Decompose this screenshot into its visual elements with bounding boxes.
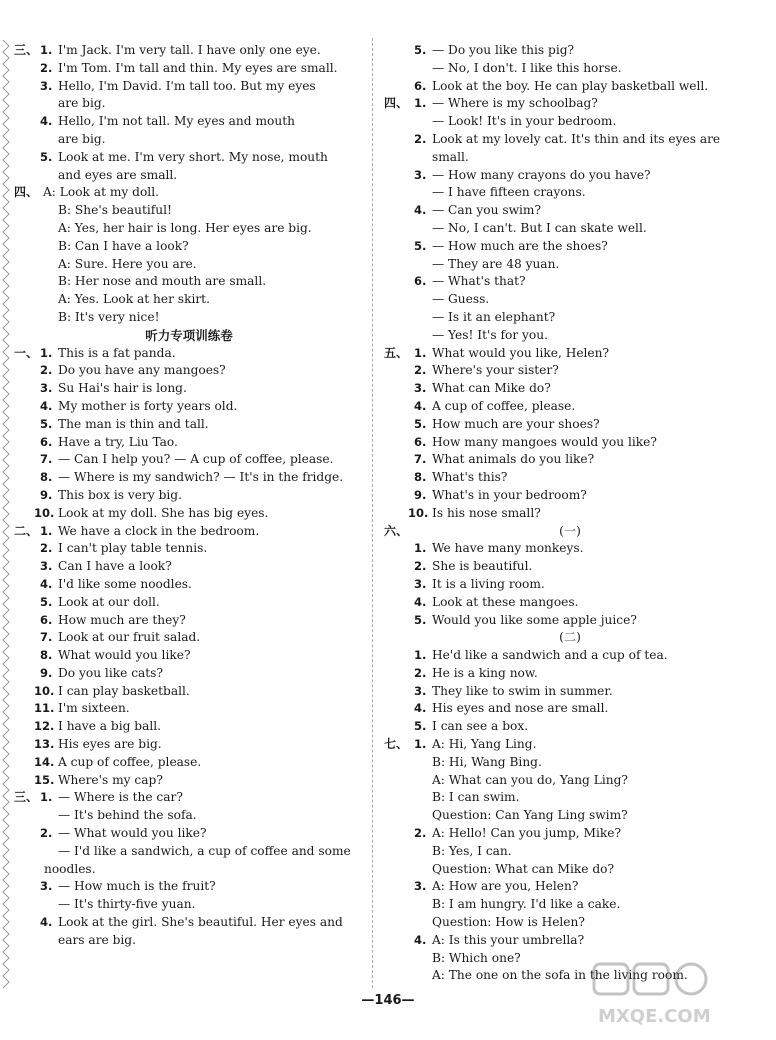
answer-line — [384, 576, 756, 594]
answer-line — [14, 754, 364, 772]
section-marker: 三、 — [14, 790, 39, 805]
answer-text: — What's that? — [432, 274, 526, 289]
sub-heading: (一) — [559, 523, 581, 538]
answer-text: I can play basketball. — [58, 683, 190, 698]
answer-text: How many mangoes would you like? — [432, 434, 657, 449]
answer-text: are big. — [58, 96, 106, 111]
answer-text: What can Mike do? — [432, 381, 551, 396]
item-number: 2. — [40, 826, 53, 841]
item-number: 2. — [414, 363, 427, 378]
answer-text: I can't play table tennis. — [58, 541, 208, 556]
answer-line — [384, 238, 756, 256]
item-number: 4. — [40, 915, 53, 930]
answer-text: What would you like, Helen? — [432, 345, 610, 360]
answer-text: — Look! It's in your bedroom. — [432, 114, 617, 129]
answer-line — [384, 434, 756, 452]
section-marker: 五、 — [384, 345, 409, 360]
answer-text: His eyes and nose are small. — [432, 701, 609, 716]
answer-text: B: Which one? — [432, 950, 521, 965]
item-number: 3. — [40, 78, 53, 93]
item-number: 5. — [414, 238, 427, 253]
answer-text: — Where is the car? — [58, 790, 183, 805]
binding-edge-decoration — [2, 40, 10, 990]
section-heading: 听力专项训练卷 — [145, 327, 233, 343]
answer-line — [14, 647, 364, 665]
answer-line — [384, 416, 756, 434]
answer-line — [384, 772, 756, 790]
item-number: 10. — [408, 505, 429, 520]
answer-line — [14, 594, 364, 612]
section-marker: 三、 — [14, 43, 39, 57]
answer-line — [14, 469, 364, 487]
answer-line — [14, 220, 364, 238]
item-number: 6. — [40, 612, 53, 627]
item-number: 11. — [34, 701, 55, 716]
item-number: 5. — [414, 612, 427, 627]
answer-line — [384, 861, 756, 879]
answer-line — [384, 754, 756, 772]
answer-line — [384, 291, 756, 309]
answer-text: B: She's beautiful! — [58, 203, 172, 218]
answer-text: — No, I can't. But I can skate well. — [432, 220, 647, 235]
answer-text: — How many crayons do you have? — [432, 167, 651, 182]
answer-text: Question: Can Yang Ling swim? — [432, 808, 628, 823]
answer-line — [384, 558, 756, 576]
answer-text: — I have fifteen crayons. — [432, 185, 586, 200]
item-number: 14. — [34, 754, 55, 769]
answer-line — [384, 60, 756, 78]
item-number: 3. — [414, 381, 427, 396]
answer-line — [384, 540, 756, 558]
section-marker: 二、 — [14, 523, 39, 538]
item-number: 5. — [414, 416, 427, 431]
answer-text: Where's my cap? — [58, 772, 163, 787]
answer-line — [384, 362, 756, 380]
section-marker: 一、 — [14, 345, 39, 360]
answer-text: He is a king now. — [432, 665, 538, 680]
answer-text: I can see a box. — [432, 719, 529, 734]
answer-line — [14, 789, 364, 807]
answer-text: I'm Tom. I'm tall and thin. My eyes are small. — [58, 60, 338, 75]
answer-text: Where's your sister? — [432, 363, 559, 378]
answer-text: The man is thin and tall. — [58, 416, 209, 431]
answer-text: B: I am hungry. I'd like a cake. — [432, 897, 621, 912]
item-number: 2. — [40, 541, 53, 556]
answer-text: Do you like cats? — [58, 665, 163, 680]
answer-text: — It's thirty-five yuan. — [58, 897, 196, 912]
answer-line — [14, 861, 364, 879]
answer-text: I'm Jack. I'm very tall. I have only one eye. — [58, 43, 321, 57]
answer-line — [384, 647, 756, 665]
answer-text: Look at my lovely cat. It's thin and its eyes are — [432, 131, 721, 146]
answer-line — [14, 238, 364, 256]
answer-text: Look at our fruit salad. — [58, 630, 201, 645]
answer-text: A: Hi, Yang Ling. — [432, 737, 537, 752]
left-column — [14, 42, 364, 950]
answer-line — [14, 807, 364, 825]
answer-line — [384, 807, 756, 825]
answer-line — [384, 789, 756, 807]
answer-line — [14, 167, 364, 185]
answer-text: — Is it an elephant? — [432, 309, 556, 324]
section-marker: 七、 — [384, 737, 409, 752]
item-number: 5. — [40, 594, 53, 609]
answer-line — [384, 878, 756, 896]
answer-text: Look at these mangoes. — [432, 594, 579, 609]
answer-text: He'd like a sandwich and a cup of tea. — [432, 648, 668, 663]
answer-text: — How much are the shoes? — [432, 238, 608, 253]
answer-line — [14, 878, 364, 896]
answer-line — [14, 184, 364, 202]
item-number: 6. — [414, 274, 427, 289]
item-number: 2. — [40, 60, 53, 75]
answer-text: This box is very big. — [58, 487, 182, 502]
answer-line — [14, 843, 364, 861]
item-number: 1. — [414, 541, 427, 556]
answer-line — [384, 42, 756, 60]
answer-line — [14, 914, 364, 932]
answer-text: — Where is my schoolbag? — [432, 96, 598, 111]
answer-text: B: Can I have a look? — [58, 238, 189, 253]
item-number: 2. — [414, 131, 427, 146]
answer-text: Look at the boy. He can play basketball well. — [432, 78, 709, 93]
item-number: 4. — [40, 114, 53, 129]
answer-text: A: Yes, her hair is long. Her eyes are big. — [58, 220, 312, 235]
answer-line — [14, 42, 364, 60]
item-number: 1. — [40, 790, 53, 805]
answer-text: small. — [432, 149, 469, 164]
answer-text: What's in your bedroom? — [432, 487, 587, 502]
answer-line — [384, 202, 756, 220]
answer-text: Hello, I'm David. I'm tall too. But my eyes — [58, 78, 316, 93]
answer-line — [14, 576, 364, 594]
answer-text: A: Look at my doll. — [43, 185, 159, 200]
answer-line — [384, 451, 756, 469]
answer-line — [384, 469, 756, 487]
section-marker: 六、 — [384, 523, 409, 538]
item-number: 2. — [414, 559, 427, 574]
answer-line — [384, 345, 756, 363]
answer-line — [384, 149, 756, 167]
item-number: 7. — [40, 452, 53, 467]
answer-line — [14, 131, 364, 149]
answer-line — [14, 896, 364, 914]
answer-text: A cup of coffee, please. — [58, 754, 202, 769]
answer-line — [14, 825, 364, 843]
answer-line — [14, 718, 364, 736]
answer-line — [14, 398, 364, 416]
answer-line — [14, 380, 364, 398]
item-number: 2. — [414, 826, 427, 841]
answer-text: We have a clock in the bedroom. — [58, 523, 260, 538]
item-number: 1. — [414, 648, 427, 663]
item-number: 4. — [414, 594, 427, 609]
answer-line — [384, 487, 756, 505]
answer-text: A: What can you do, Yang Ling? — [432, 772, 628, 787]
section-marker: 四、 — [14, 185, 39, 200]
answer-line — [14, 736, 364, 754]
item-number: 5. — [414, 43, 427, 57]
item-number: 4. — [414, 701, 427, 716]
answer-line — [14, 95, 364, 113]
item-number: 3. — [414, 167, 427, 182]
answer-text: Question: How is Helen? — [432, 915, 585, 930]
item-number: 10. — [34, 683, 55, 698]
answer-text: ears are big. — [58, 932, 136, 947]
answer-line — [384, 896, 756, 914]
answer-text: — It's behind the sofa. — [58, 808, 197, 823]
item-number: 4. — [414, 398, 427, 413]
item-number: 6. — [414, 434, 427, 449]
answer-text: Look at my doll. She has big eyes. — [58, 505, 269, 520]
item-number: 13. — [34, 737, 55, 752]
answer-line — [384, 184, 756, 202]
answer-text: are big. — [58, 131, 106, 146]
answer-line — [384, 95, 756, 113]
answer-text: — Where is my sandwich? — It's in the fridge. — [58, 470, 344, 485]
answer-text: and eyes are small. — [58, 167, 178, 182]
item-number: 10. — [34, 505, 55, 520]
answer-text: What would you like? — [58, 648, 191, 663]
answer-text: How much are your shoes? — [432, 416, 600, 431]
item-number: 6. — [414, 78, 427, 93]
answer-text: What's this? — [432, 470, 508, 485]
answer-text: Su Hai's hair is long. — [58, 381, 187, 396]
answer-line — [384, 629, 756, 647]
answer-line — [384, 718, 756, 736]
answer-text: A: Sure. Here you are. — [58, 256, 197, 271]
answer-line — [384, 594, 756, 612]
answer-line — [14, 202, 364, 220]
item-number: 3. — [414, 576, 427, 591]
item-number: 4. — [414, 932, 427, 947]
answer-line — [14, 345, 364, 363]
item-number: 2. — [40, 363, 53, 378]
answer-text: B: I can swim. — [432, 790, 520, 805]
watermark-logo — [586, 960, 766, 1030]
answer-line — [14, 434, 364, 452]
answer-line — [14, 665, 364, 683]
answer-text: His eyes are big. — [58, 737, 162, 752]
item-number: 3. — [414, 683, 427, 698]
answer-line — [14, 416, 364, 434]
answer-text: I have a big ball. — [58, 719, 162, 734]
answer-text: We have many monkeys. — [432, 541, 584, 556]
answer-text: A: How are you, Helen? — [432, 879, 579, 894]
answer-line — [384, 843, 756, 861]
item-number: 12. — [34, 719, 55, 734]
answer-line — [14, 273, 364, 291]
answer-line — [14, 487, 364, 505]
item-number: 7. — [40, 630, 53, 645]
item-number: 9. — [40, 487, 53, 502]
answer-text: Can I have a look? — [58, 559, 172, 574]
answer-text: A: Yes. Look at her skirt. — [58, 292, 210, 307]
item-number: 2. — [414, 665, 427, 680]
item-number: 8. — [40, 470, 53, 485]
answer-line — [14, 700, 364, 718]
answer-text: Look at the girl. She's beautiful. Her eyes and — [58, 915, 343, 930]
answer-text: A cup of coffee, please. — [432, 398, 576, 413]
answer-text: Question: What can Mike do? — [432, 861, 615, 876]
answer-text: — Do you like this pig? — [432, 43, 575, 57]
answer-text: A: Is this your umbrella? — [432, 932, 585, 947]
item-number: 8. — [40, 648, 53, 663]
column-divider — [372, 38, 373, 988]
answer-line — [384, 700, 756, 718]
answer-text: — What would you like? — [58, 826, 207, 841]
answer-line — [384, 398, 756, 416]
answer-text: Hello, I'm not tall. My eyes and mouth — [58, 114, 295, 129]
answer-text: I'm sixteen. — [58, 701, 130, 716]
answer-text: B: It's very nice! — [58, 309, 160, 324]
answer-line — [14, 629, 364, 647]
answer-line — [384, 380, 756, 398]
answer-text: — Can I help you? — A cup of coffee, please. — [58, 452, 334, 467]
item-number: 3. — [414, 879, 427, 894]
answer-text: My mother is forty years old. — [58, 398, 238, 413]
answer-text: — I'd like a sandwich, a cup of coffee and some — [58, 843, 351, 858]
answer-text: noodles. — [44, 861, 96, 876]
answer-line — [384, 78, 756, 96]
answer-line — [384, 131, 756, 149]
answer-line — [14, 540, 364, 558]
answer-line — [14, 612, 364, 630]
answer-line — [384, 825, 756, 843]
answer-line — [14, 683, 364, 701]
answer-line — [384, 523, 756, 541]
answer-text: They like to swim in summer. — [432, 683, 613, 698]
answer-line — [384, 256, 756, 274]
answer-text: What animals do you like? — [432, 452, 595, 467]
item-number: 9. — [40, 665, 53, 680]
answer-line — [384, 914, 756, 932]
sub-heading: (二) — [559, 630, 581, 645]
answer-line — [14, 932, 364, 950]
answer-text: B: Yes, I can. — [432, 843, 512, 858]
item-number: 6. — [40, 434, 53, 449]
answer-text: — They are 48 yuan. — [432, 256, 560, 271]
answer-text: Do you have any mangoes? — [58, 363, 226, 378]
answer-line — [384, 683, 756, 701]
answer-line — [14, 149, 364, 167]
answer-line — [384, 665, 756, 683]
answer-text: She is beautiful. — [432, 559, 533, 574]
answer-text: — How much is the fruit? — [58, 879, 216, 894]
answer-text: This is a fat panda. — [58, 345, 176, 360]
answer-line — [384, 505, 756, 523]
item-number: 1. — [40, 345, 53, 360]
item-number: 5. — [40, 416, 53, 431]
answer-line — [14, 505, 364, 523]
item-number: 7. — [414, 452, 427, 467]
answer-line — [384, 612, 756, 630]
answer-text: — No, I don't. I like this horse. — [432, 60, 622, 75]
answer-text: Have a try, Liu Tao. — [58, 434, 178, 449]
answer-text: Is his nose small? — [432, 505, 541, 520]
answer-line — [384, 220, 756, 238]
item-number: 4. — [40, 576, 53, 591]
item-number: 3. — [40, 381, 53, 396]
answer-text: A: Hello! Can you jump, Mike? — [432, 826, 622, 841]
answer-text: — Guess. — [432, 292, 490, 307]
item-number: 1. — [40, 43, 53, 57]
answer-line — [384, 113, 756, 131]
answer-line — [14, 291, 364, 309]
answer-line — [384, 932, 756, 950]
answer-text: Look at me. I'm very short. My nose, mouth — [58, 149, 328, 164]
answer-line — [384, 736, 756, 754]
item-number: 5. — [40, 149, 53, 164]
item-number: 1. — [414, 345, 427, 360]
item-number: 15. — [34, 772, 55, 787]
answer-text: It is a living room. — [432, 576, 545, 591]
right-column — [384, 42, 756, 985]
item-number: 1. — [414, 737, 427, 752]
answer-line — [14, 309, 364, 327]
answer-line — [14, 60, 364, 78]
answer-line — [14, 523, 364, 541]
answer-line — [14, 451, 364, 469]
answer-line — [14, 256, 364, 274]
answer-text: Would you like some apple juice? — [432, 612, 637, 627]
item-number: 3. — [40, 879, 53, 894]
item-number: 3. — [40, 559, 53, 574]
item-number: 1. — [414, 96, 427, 111]
answer-text: A: The one on the sofa in the living room. — [432, 968, 688, 983]
answer-text: Look at our doll. — [58, 594, 160, 609]
item-number: 9. — [414, 487, 427, 502]
answer-line — [14, 362, 364, 380]
answer-line — [14, 772, 364, 790]
watermark-url: MXQE.COM — [598, 1006, 711, 1027]
answer-text: — Yes! It's for you. — [432, 327, 548, 342]
item-number: 1. — [40, 523, 53, 538]
item-number: 4. — [40, 398, 53, 413]
item-number: 8. — [414, 470, 427, 485]
section-marker: 四、 — [384, 96, 409, 111]
answer-line — [384, 273, 756, 291]
answer-text: — Can you swim? — [432, 203, 541, 218]
answer-line — [384, 327, 756, 345]
answer-text: B: Hi, Wang Bing. — [432, 754, 542, 769]
page-number: —146— — [361, 993, 415, 1008]
answer-text: B: Her nose and mouth are small. — [58, 274, 267, 289]
answer-line — [14, 113, 364, 131]
answer-line — [384, 167, 756, 185]
answer-line — [14, 558, 364, 576]
item-number: 4. — [414, 203, 427, 218]
answer-line — [14, 78, 364, 96]
answer-line — [384, 309, 756, 327]
item-number: 5. — [414, 719, 427, 734]
answer-text: How much are they? — [58, 612, 186, 627]
answer-text: I'd like some noodles. — [58, 576, 192, 591]
